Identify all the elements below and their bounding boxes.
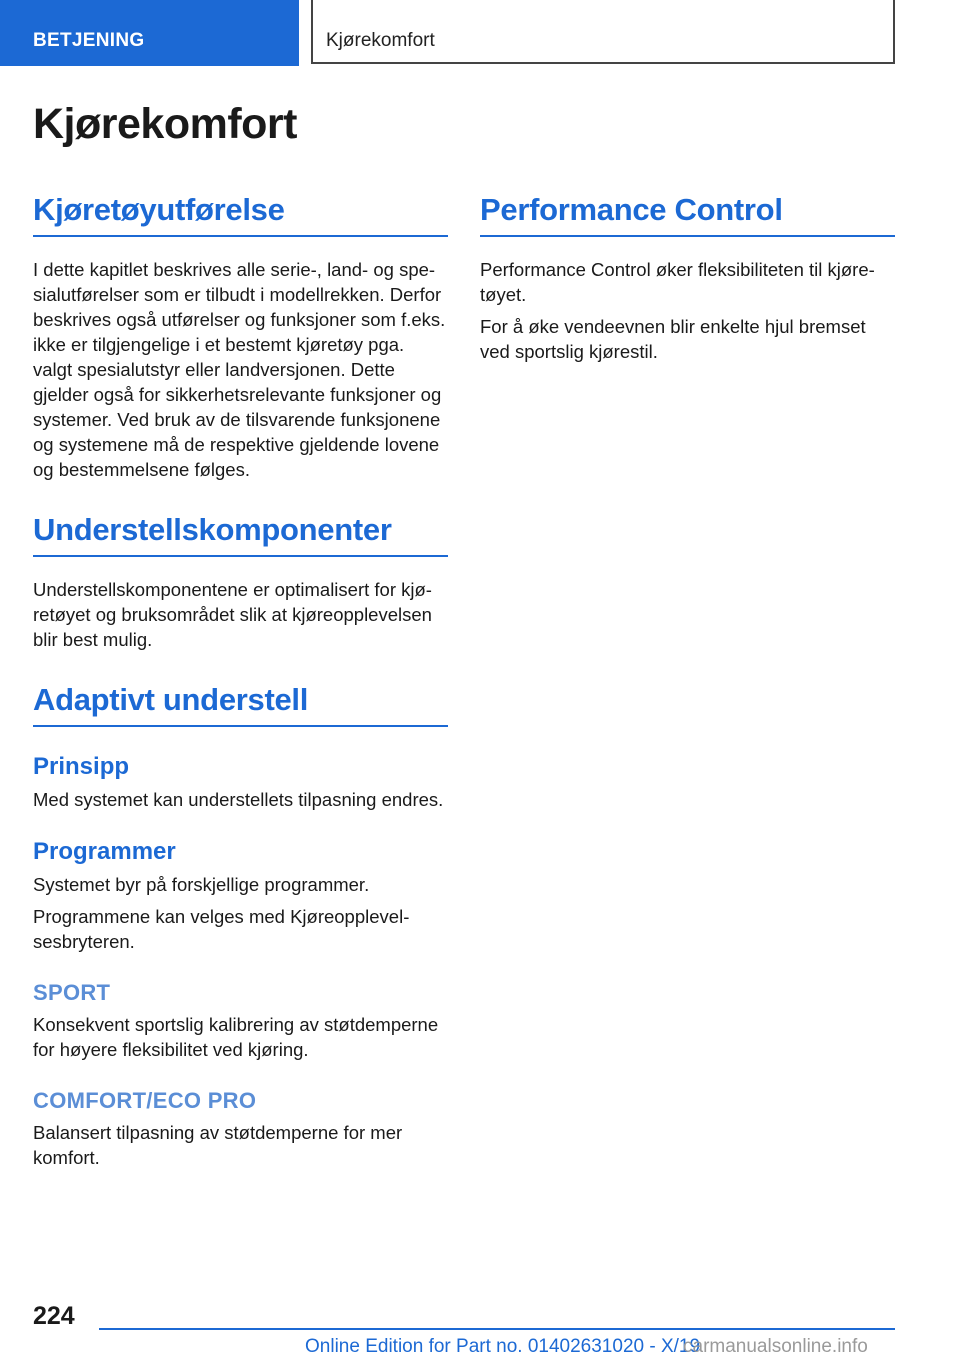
paragraph-performance-control-2: For å øke vendeevnen blir enkelte hjul bremset ved sportslig kjørestil. [480, 316, 866, 362]
heading-chassis-components: Understellskomponenter [33, 512, 448, 557]
section-tab [0, 0, 299, 66]
paragraph-programs-2: Programmene kan velges med Kjøreopplevelsesbryteren. [33, 906, 410, 952]
heading-sport: SPORT [33, 980, 111, 1005]
page-number: 224 [33, 1302, 75, 1330]
left-column [33, 192, 448, 1170]
section-tab-label: BETJENING [33, 30, 145, 51]
heading-programs: Programmer [33, 838, 176, 865]
paragraph-programs-1: Systemet byr på forskjellige programmer. [33, 874, 370, 895]
paragraph-vehicle-version: I dette kapitlet beskrives alle serie-, land- og spesialutførelser som er tilbudt i modellrekken. Derfor beskrives også utførelser og funksjoner som f.eks. ikke er tilgjengelige i et bestemt kjøretøy pga. valgt spesialutstyr eller landversjonen. Dette gjelder også for sikkerhetsrelevante funksjoner og systemer. Ved bruk av de tilsvarende funksjonene og systemene må de respektive gjeldende lovene og bestemmelsene følges. [33, 259, 446, 480]
chapter-header-label: Kjørekomfort [326, 30, 435, 51]
page-title: Kjørekomfort [33, 100, 297, 148]
paragraph-comfort-eco-pro: Balansert tilpasning av støtdemperne for mer komfort. [33, 1122, 403, 1168]
heading-performance-control: Performance Control [480, 192, 895, 237]
right-column [480, 192, 895, 364]
edition-note: Online Edition for Part no. 01402631020 - X/19 [305, 1336, 701, 1357]
paragraph-principle: Med systemet kan understellets tilpasning endres. [33, 789, 444, 810]
heading-principle: Prinsipp [33, 753, 130, 780]
paragraph-performance-control-1: Performance Control øker fleksibiliteten til kjøretøyet. [480, 259, 875, 305]
paragraph-sport: Konsekvent sportslig kalibrering av støtdemperne for høyere fleksibilitet ved kjøring. [33, 1014, 439, 1060]
chapter-header [311, 0, 895, 64]
paragraph-chassis-components: Understellskomponentene er optimalisert for kjøretøyet og bruksområdet slik at kjøreopplevelsen blir best mulig. [33, 579, 432, 650]
heading-comfort-eco-pro: COMFORT/ECO PRO [33, 1088, 257, 1113]
watermark: carmanualsonline.info [683, 1336, 868, 1357]
heading-vehicle-version: Kjøretøyutførelse [33, 192, 448, 237]
footer-divider [99, 1328, 895, 1330]
heading-adaptive-chassis: Adaptivt understell [33, 682, 448, 727]
